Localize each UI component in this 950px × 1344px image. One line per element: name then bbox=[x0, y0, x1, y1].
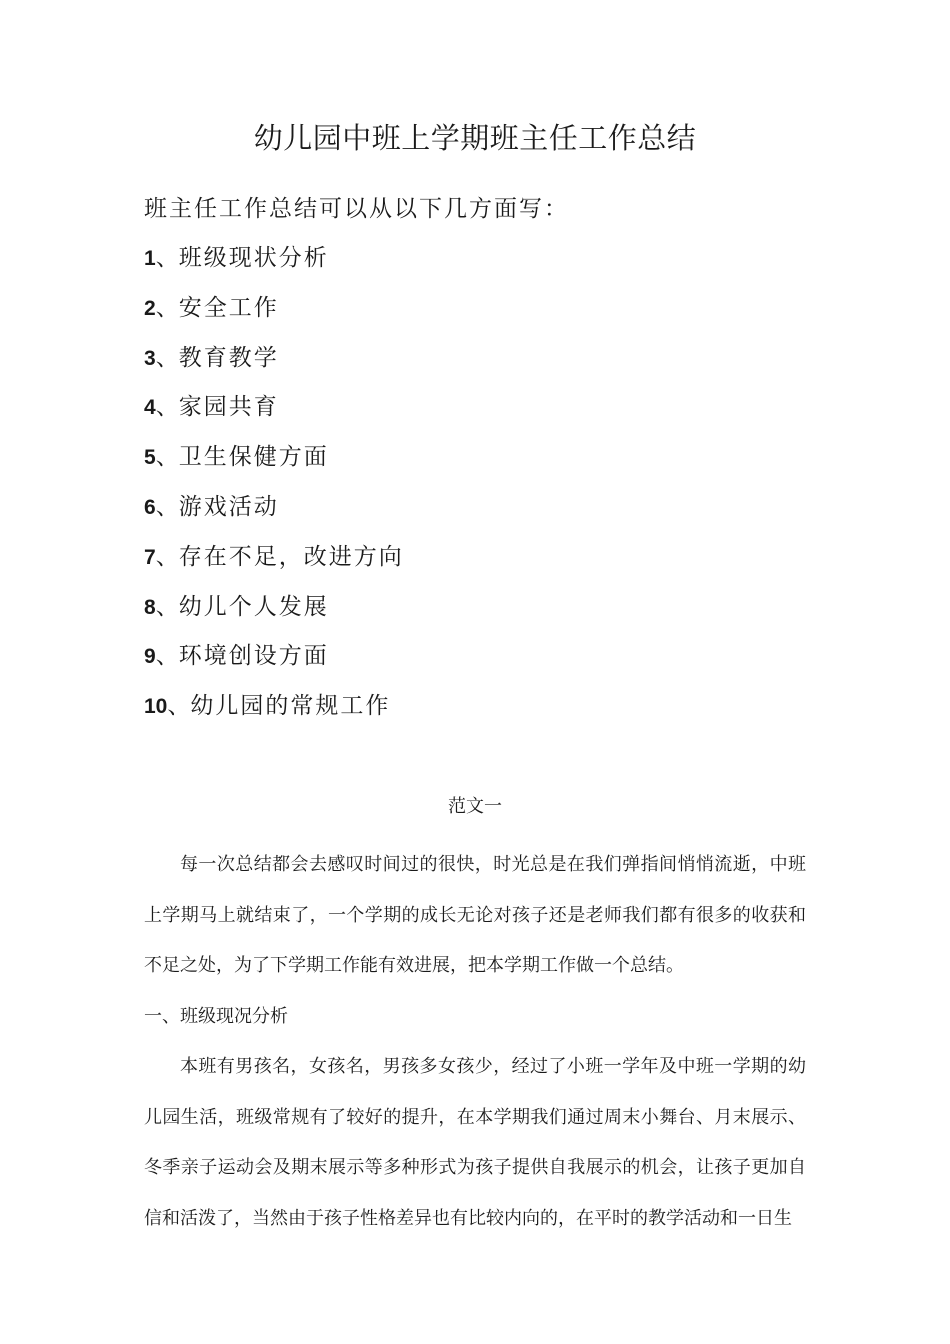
section-heading: 一、班级现况分析 bbox=[144, 1005, 288, 1027]
topic-item bbox=[144, 290, 404, 340]
topic-item bbox=[144, 589, 404, 639]
topic-separator: 、 bbox=[155, 294, 179, 321]
topic-text: 幼儿个人发展 bbox=[178, 593, 329, 620]
topic-number: 9 bbox=[144, 645, 156, 669]
topic-text: 幼儿园的常规工作 bbox=[190, 693, 391, 720]
topic-text: 游戏活动 bbox=[178, 493, 279, 520]
topic-separator: 、 bbox=[155, 643, 179, 670]
document-title: 幼儿园中班上学期班主任工作总结 bbox=[253, 121, 697, 155]
topic-text: 卫生保健方面 bbox=[178, 444, 329, 471]
topic-item bbox=[144, 688, 404, 738]
topic-separator: 、 bbox=[155, 394, 179, 421]
topic-item bbox=[144, 489, 404, 539]
topic-number: 4 bbox=[144, 396, 156, 420]
topic-text: 安全工作 bbox=[178, 294, 279, 321]
essay-body bbox=[144, 840, 806, 1244]
essay-paragraph: 本班有男孩名，女孩名，男孩多女孩少，经过了小班一学年及中班一学期的幼儿园生活，班级常规有了较好的提升，在本学期我们通过周末小舞台、月末展示、冬季亲子运动会及期末展示等多种形式为孩子提供自我展示的机会，让孩子更加自信和活泼了，当然由于孩子性格差异也有比较内向的，在平时的教学活动和一日生 bbox=[144, 1056, 806, 1229]
topic-item bbox=[144, 389, 404, 439]
topic-separator: 、 bbox=[155, 344, 179, 371]
topic-item bbox=[144, 340, 404, 390]
topic-number: 1 bbox=[144, 247, 156, 270]
topic-item bbox=[144, 638, 404, 688]
topic-item bbox=[144, 439, 404, 489]
topic-text: 家园共育 bbox=[178, 394, 279, 421]
essay-paragraph: 每一次总结都会去感叹时间过的很快，时光总是在我们弹指间悄悄流逝，中班上学期马上就结束了，一个学期的成长无论对孩子还是老师我们都有很多的收获和不足之处，为了下学期工作能有效进展，把本学期工作做一个总结。 bbox=[144, 854, 806, 976]
essay-heading: 范文一 bbox=[448, 796, 502, 817]
topic-item bbox=[144, 539, 404, 589]
topic-text: 存在不足，改进方向 bbox=[178, 543, 404, 570]
topic-separator: 、 bbox=[155, 444, 179, 471]
topic-list bbox=[144, 240, 404, 738]
topic-item bbox=[144, 240, 404, 290]
topic-number: 7 bbox=[144, 545, 156, 569]
topic-text: 班级现状分析 bbox=[178, 245, 329, 271]
topic-number: 10 bbox=[144, 695, 168, 719]
topic-number: 8 bbox=[144, 595, 156, 619]
topic-number: 6 bbox=[144, 495, 156, 519]
intro-text: 班主任工作总结可以从以下几方面写： bbox=[144, 196, 569, 222]
topic-separator: 、 bbox=[155, 593, 179, 620]
topic-number: 3 bbox=[144, 346, 156, 370]
topic-separator: 、 bbox=[155, 493, 179, 520]
topic-number: 5 bbox=[144, 446, 156, 470]
topic-separator: 、 bbox=[155, 245, 179, 271]
topic-text: 教育教学 bbox=[178, 344, 279, 371]
topic-text: 环境创设方面 bbox=[178, 643, 329, 670]
topic-number: 2 bbox=[144, 296, 156, 320]
topic-separator: 、 bbox=[167, 693, 191, 720]
topic-separator: 、 bbox=[155, 543, 179, 570]
